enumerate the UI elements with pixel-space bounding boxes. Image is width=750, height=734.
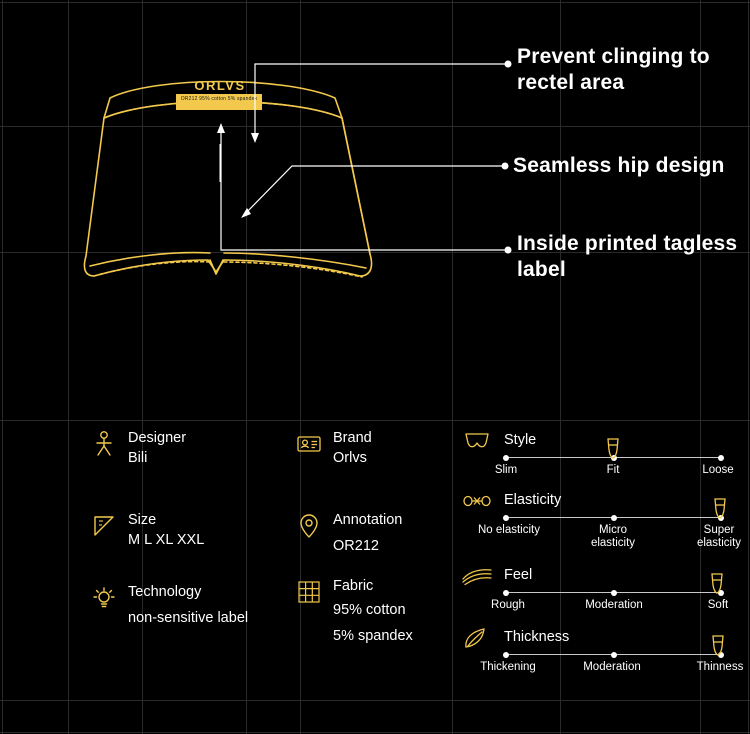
scale-feel-label-0: Rough [491,599,525,611]
scale-feel-dot-1[interactable] [611,590,617,596]
spec-annotation-value: OR212 [333,538,379,554]
technology-icon [90,584,118,612]
grid-line-vertical [2,0,3,734]
location-pin-icon [295,512,323,540]
scale-feel-track[interactable] [506,592,721,593]
thickness-icon [460,627,494,649]
scale-elasticity-name: Elasticity [504,492,562,508]
scale-feel-marker [706,572,728,598]
scale-list [460,420,750,673]
scale-thickness-track[interactable] [506,654,721,655]
scale-style-label-2: Loose [702,464,734,476]
scale-feel-label-2: Soft [707,599,729,611]
scale-feel-label-1: Moderation [585,599,643,611]
size-icon [90,512,118,540]
callout-prevent-clinging: Prevent clinging to rectel area [517,45,710,94]
callout-tagless-label: Inside printed tagless label [517,232,738,281]
elasticity-icon [460,490,494,512]
scale-style-marker [602,437,624,463]
spec-fabric-title: Fabric [333,578,374,594]
scale-style-name: Style [504,432,537,448]
scale-feel-name: Feel [504,567,533,583]
scale-thickness-label-0: Thickening [480,661,536,673]
spec-annotation-title: Annotation [333,512,403,528]
scale-style-label-1: Fit [606,464,620,476]
scale-thickness-label-1: Moderation [583,661,641,673]
scale-style-label-0: Slim [494,464,518,476]
scale-thickness-label-2: Thinness [696,661,744,673]
fabric-grid-icon [295,578,323,606]
spec-brand-value: Orlvs [333,450,367,466]
spec-designer-title: Designer [128,430,187,446]
scale-feel-dot-0[interactable] [503,590,509,596]
scale-thickness-dot-0[interactable] [503,652,509,658]
scale-elasticity-dot-1[interactable] [611,515,617,521]
brand-care-tag: OR212 95% cotton 5% spandex [176,94,262,110]
style-icon [460,430,494,452]
scale-thickness-name: Thickness [504,629,570,645]
feel-icon [460,565,494,587]
brand-logo: ORLVS [194,78,246,93]
scale-style-track[interactable] [506,457,721,458]
designer-icon [90,430,118,458]
scale-elasticity-track[interactable] [506,517,721,518]
scale-elasticity-marker [709,497,731,523]
spec-size-title: Size [128,512,157,528]
scale-style-dot-0[interactable] [503,455,509,461]
scale-style-dot-2[interactable] [718,455,724,461]
scale-elasticity-dot-0[interactable] [503,515,509,521]
scale-thickness-dot-1[interactable] [611,652,617,658]
spec-size-value: M L XL XXL [128,532,205,548]
spec-technology-title: Technology [128,584,202,600]
spec-fabric-value-1: 95% cotton [333,602,406,618]
grid-line-horizontal [0,2,750,3]
scale-elasticity-label-0: No elasticity [478,524,540,536]
spec-brand-title: Brand [333,430,372,446]
scale-elasticity-label-1: Micro elasticity [590,524,636,549]
spec-technology-value: non-sensitive label [128,610,249,626]
scale-thickness-marker [707,634,729,660]
callout-seamless-hip: Seamless hip design [513,154,725,177]
brand-card-icon [295,430,323,458]
spec-fabric-value-2: 5% spandex [333,628,413,644]
grid-line-horizontal [0,700,750,701]
scale-elasticity-label-2: Super elasticity [696,524,742,549]
spec-designer-value: Bili [128,450,148,466]
grid-line-horizontal [0,732,750,733]
